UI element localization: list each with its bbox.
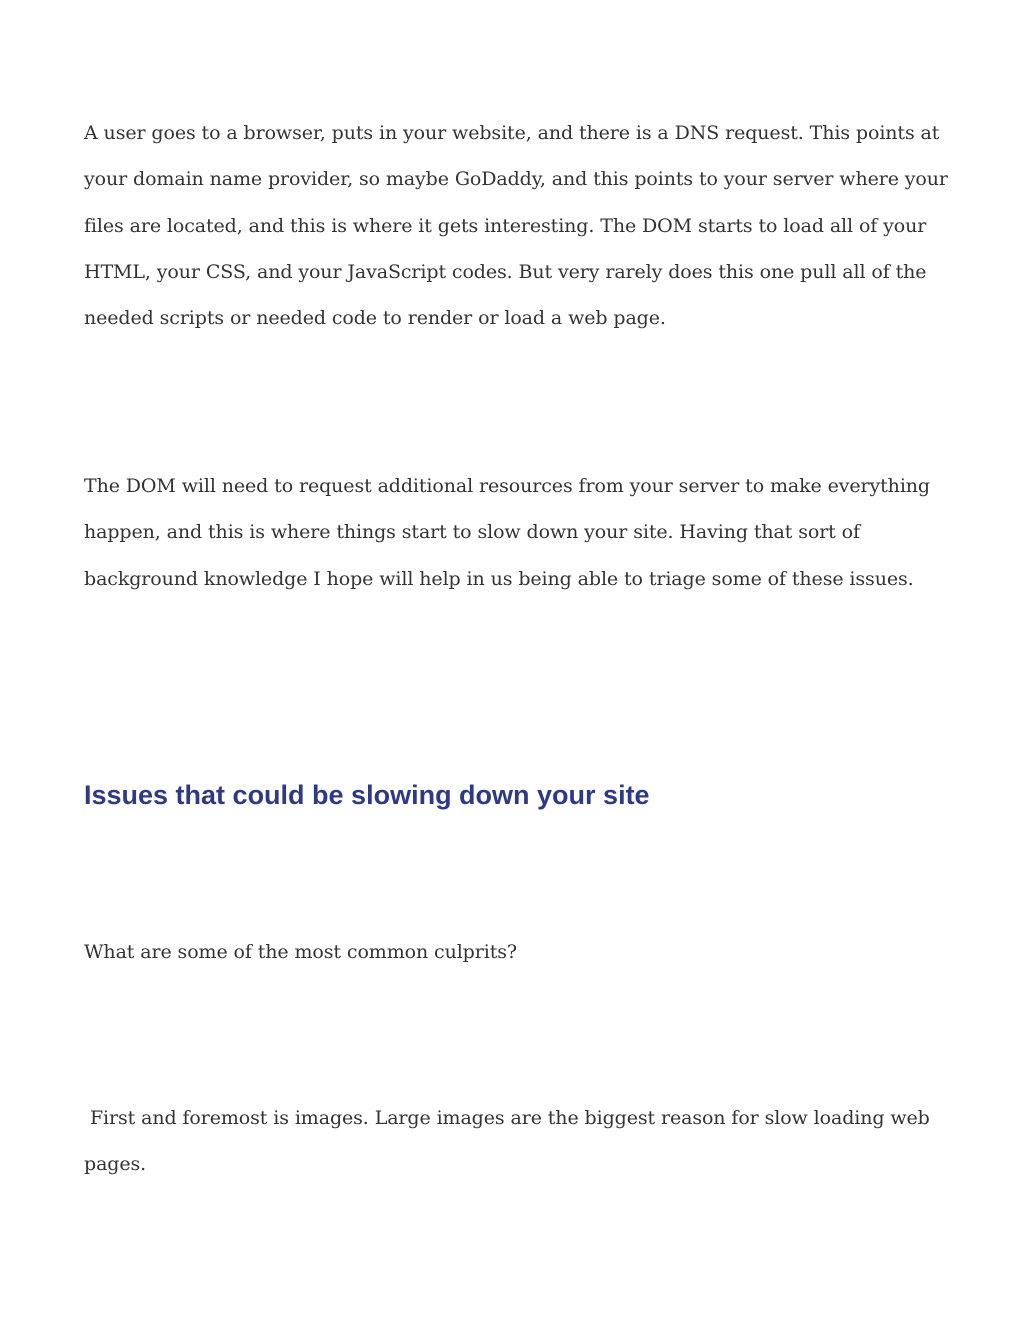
paragraph-dns-request: A user goes to a browser, puts in your website, and there is a DNS request. This points at your domain name provider, so maybe GoDaddy, and this points to your server where your files are located, and this is where it gets interesting. The DOM starts to load all of your HTML, your CSS, and your JavaScript codes. But very rarely does this one pull all of the needed scripts or needed code to render or load a web page. <box>84 122 948 330</box>
section-heading: Issues that could be slowing down your site <box>84 780 650 810</box>
paragraph-images <box>84 1095 954 1188</box>
paragraph-dom-resources: The DOM will need to request additional resources from your server to make everything happen, and this is where things start to slow down your site. Having that sort of background knowledge I hope will help in us being able to triage some of these issues. <box>84 475 930 590</box>
paragraph-common-culprits: What are some of the most common culprits? <box>84 941 517 963</box>
paragraph-images-text: First and foremost is images. Large images are the biggest reason for slow loading web pages. <box>84 1107 930 1176</box>
